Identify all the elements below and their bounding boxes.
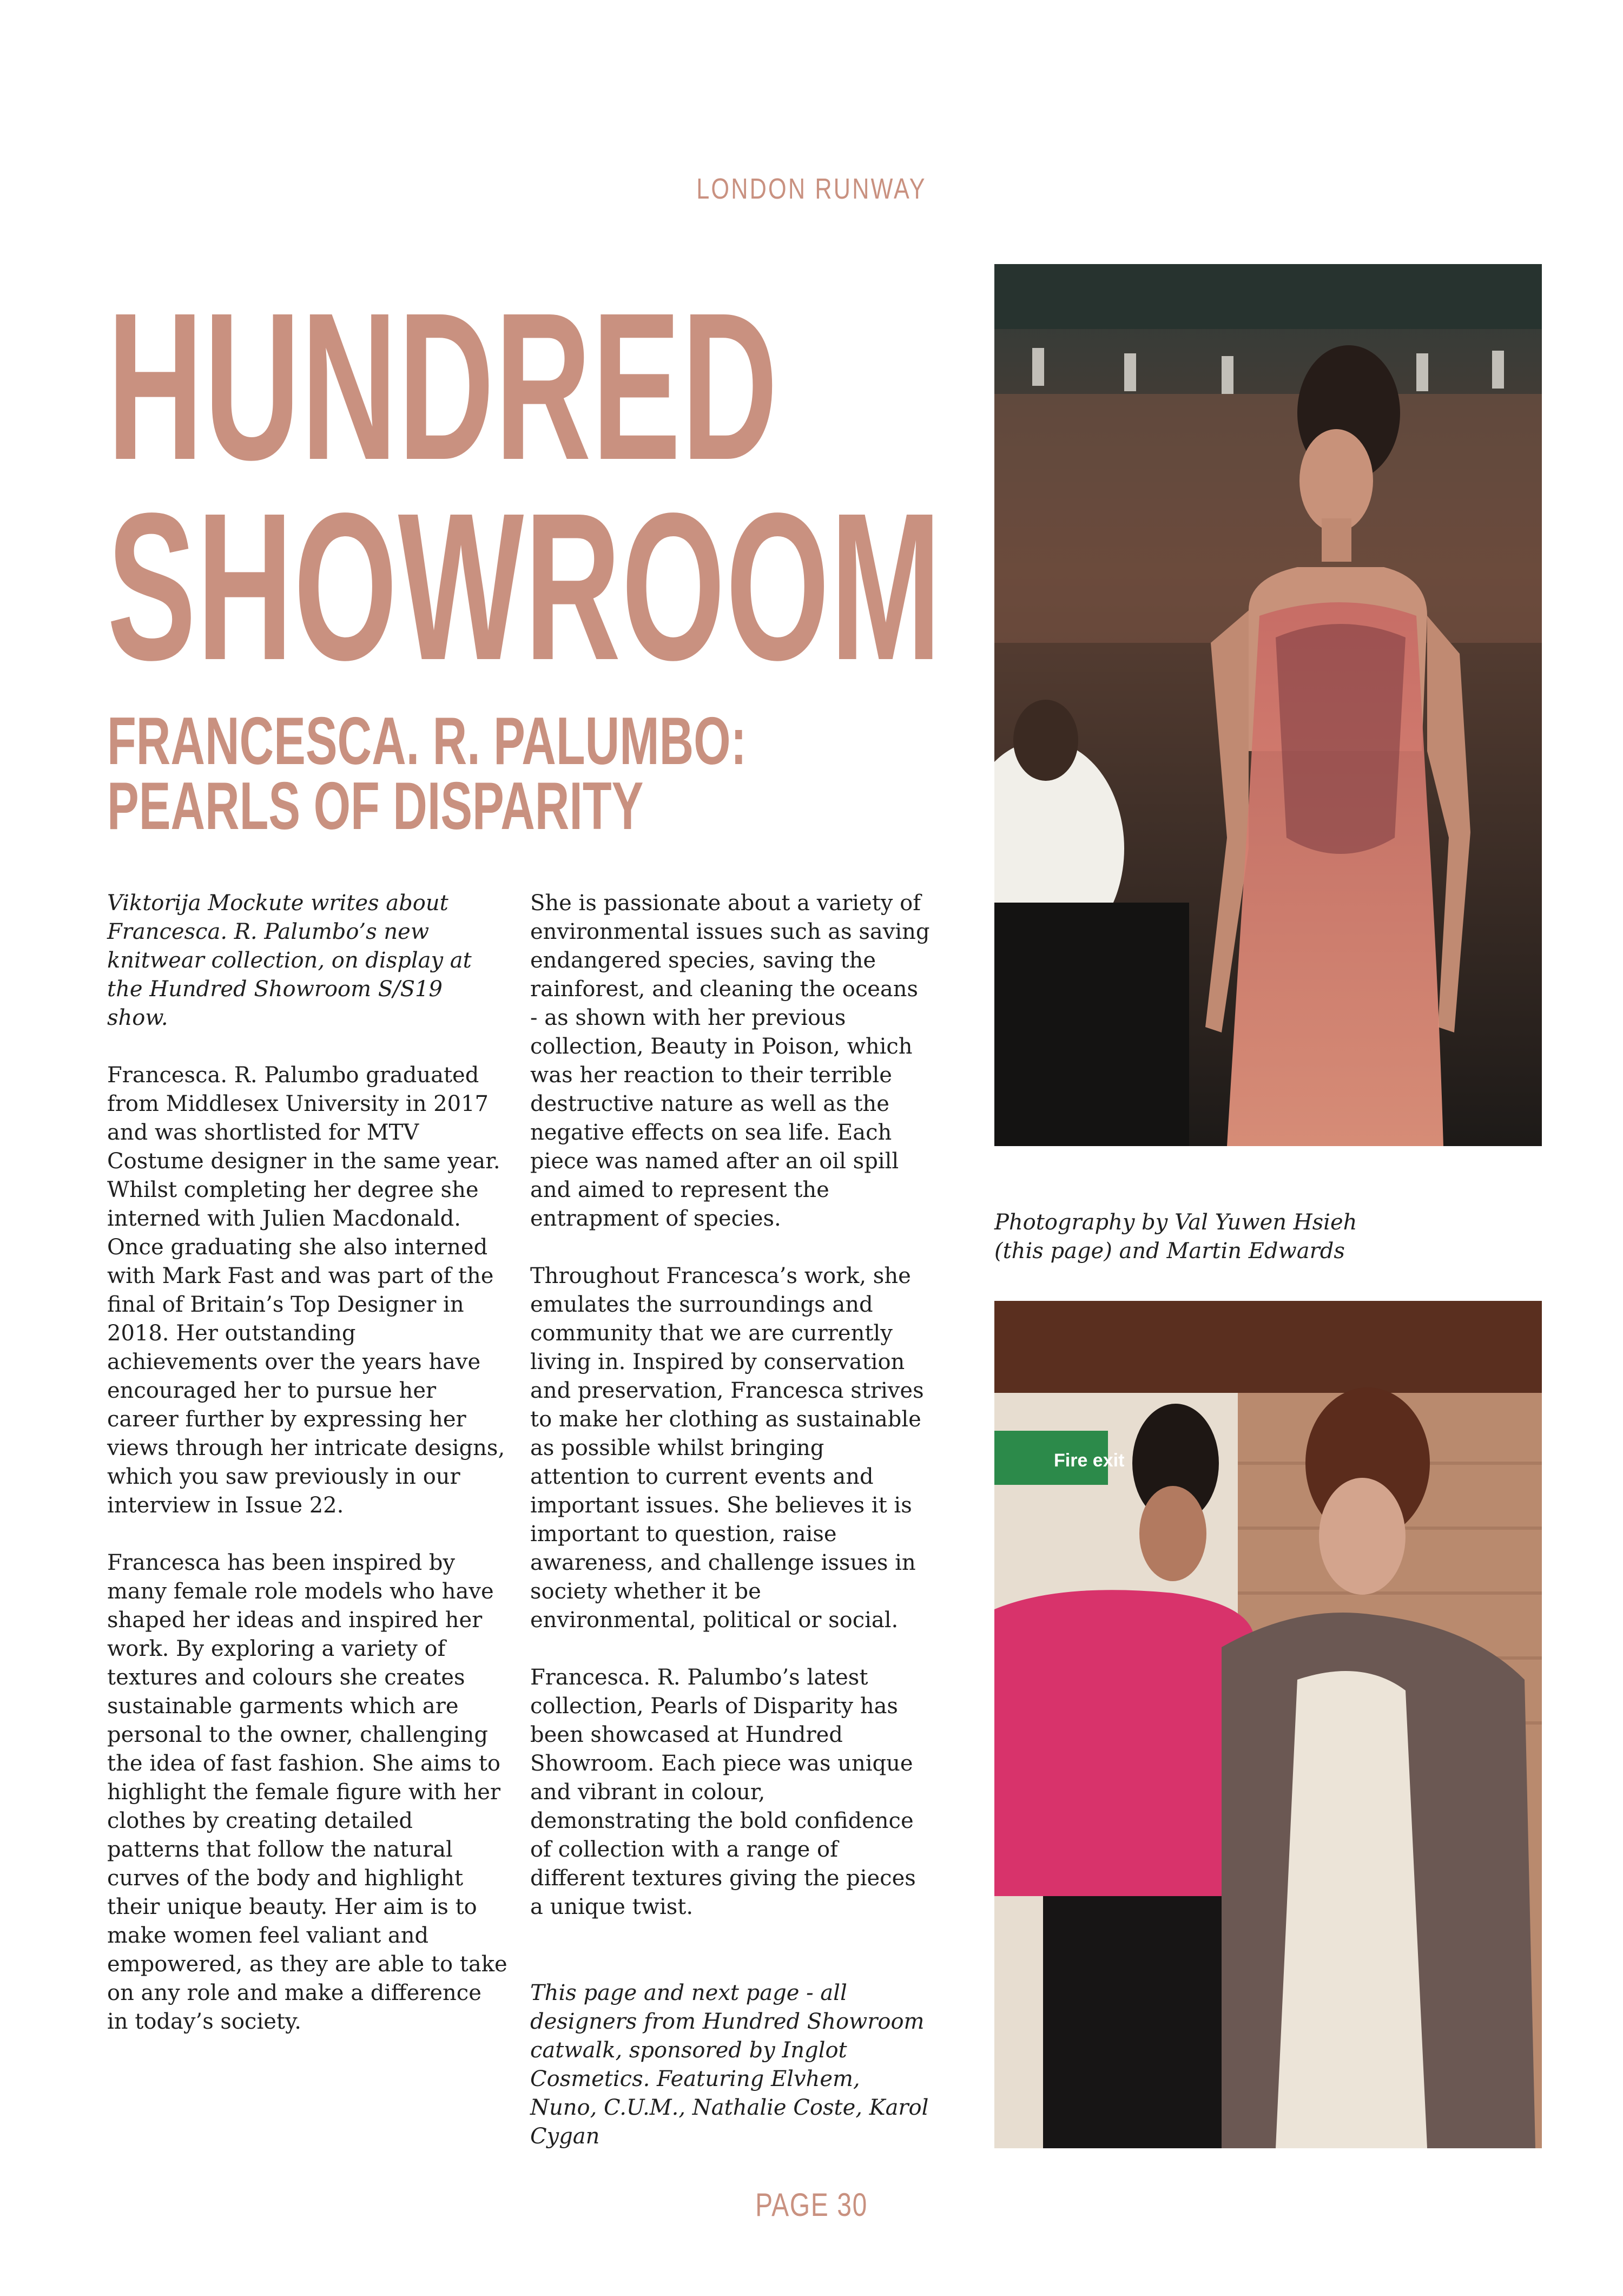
article-subtitle — [107, 704, 747, 844]
article-intro: Viktorija Mockute writes about Francesca. R. Palumbo’s new knitwear collection, on display at the Hundred Showroom S/S19 show. — [107, 891, 472, 1030]
photo-credit-line-1: Photography by Val Yuwen Hsieh — [994, 1210, 1357, 1235]
photo-credit — [994, 1208, 1535, 1266]
page-number: PAGE 30 — [755, 2187, 868, 2223]
body-paragraph: Francesca. R. Palumbo graduated from Middlesex University in 2017 and was shortlisted for MTV Costume designer in the same year. Whilst completing her degree she interned with Julien Macdonald. Once graduating she also interned with Mark Fast and was part of the final of Britain’s Top Designer in 2018. Her outstanding achievements over the years have encouraged her to pursue her career further by expressing her views through her intricate designs, which you saw previously in our interview in Issue 22. — [107, 1063, 505, 1518]
runway-photo — [994, 264, 1542, 1146]
article-column-1 — [107, 889, 507, 2065]
body-paragraph: Throughout Francesca’s work, she emulates the surroundings and community that we are currently living in. Inspired by conservation and preservation, Francesca strives to make her clothing as sustainable as possible whilst bringing attention to current events and important issues. She believes it is important to question, raise awareness, and challenge issues in society whether it be environmental, political or social. — [530, 1264, 924, 1633]
page-title — [107, 269, 942, 704]
backstage-photo — [994, 1301, 1542, 2148]
section-label: LONDON RUNWAY — [696, 173, 927, 205]
runway-photo-image — [994, 264, 1542, 1146]
page-title-line-2: SHOWROOM — [107, 470, 942, 704]
backstage-photo-image — [994, 1301, 1542, 2148]
page-title-line-1: HUNDRED — [107, 269, 778, 504]
body-paragraph: She is passionate about a variety of environmental issues such as saving endangered species, saving the rainforest, and cleaning the oceans - as shown with her previous collection, Beauty in Poison, which was her reaction to their terrible destructive nature as well as the negative effects on sea life. Each piece was named after an oil spill and aimed to represent the entrapment of species. — [530, 891, 930, 1231]
closing-note: This page and next page - all designers from Hundred Showroom catwalk, sponsored by Inglot Cosmetics. Featuring Elvhem, Nuno, C.U.M., Nathalie Coste, Karol Cygan — [530, 1981, 929, 2149]
body-paragraph: Francesca has been inspired by many female role models who have shaped her ideas and inspired her work. By exploring a variety of textures and colours she creates sustainable garments which are personal to the owner, challenging the idea of fast fashion. She aims to highlight the female figure with her clothes by creating detailed patterns that follow the natural curves of the body and highlight their unique beauty. Her aim is to make women feel valiant and empowered, as they are able to take on any role and make a difference in today’s society. — [107, 1550, 507, 2034]
article-column-2 — [530, 889, 931, 2180]
photo-credit-line-2: (this page) and Martin Edwards — [994, 1239, 1345, 1264]
body-paragraph: Francesca. R. Palumbo’s latest collection, Pearls of Disparity has been showcased at Hundred Showroom. Each piece was unique and vibrant in colour, demonstrating the bold confidence of collection with a range of different textures giving the pieces a unique twist. — [530, 1665, 916, 1919]
fire-exit-sign-text: Fire exit — [1054, 1450, 1125, 1471]
subtitle-line-2: PEARLS OF DISPARITY — [107, 769, 644, 844]
subtitle-line-1: FRANCESCA. R. PALUMBO: — [107, 704, 747, 779]
